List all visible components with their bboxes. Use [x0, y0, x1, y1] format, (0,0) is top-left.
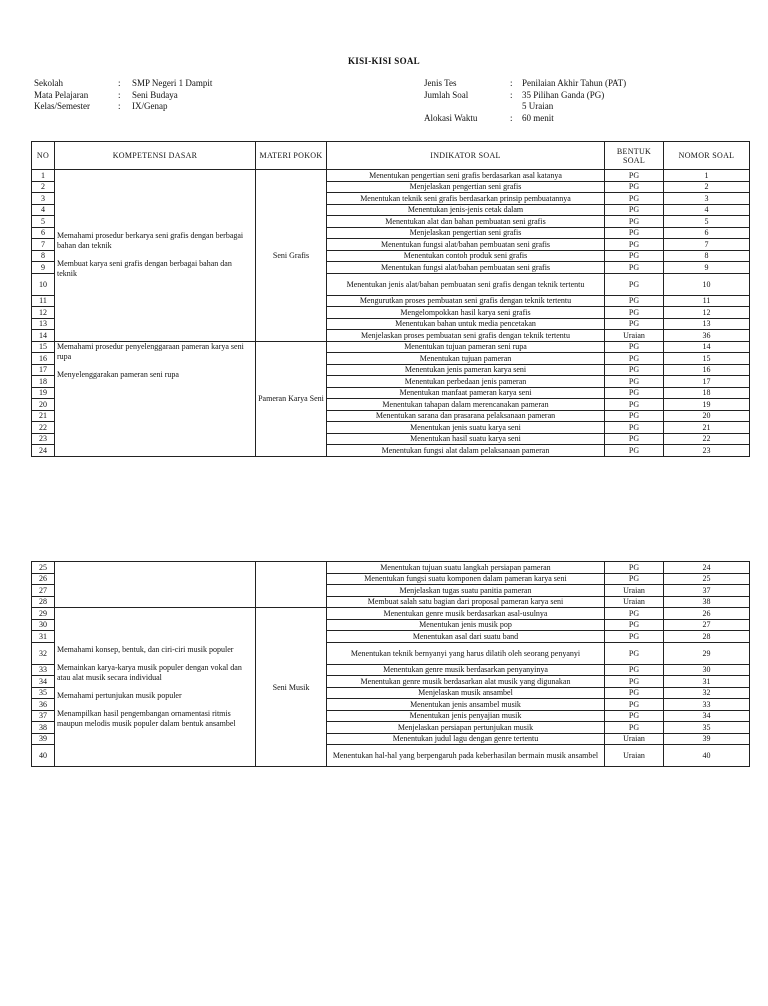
kd-item: Memainkan karya-karya musik populer dengan vokal dan atau alat musik secara individual	[57, 663, 242, 682]
cell-bentuk-soal: PG	[605, 562, 664, 574]
info-value: IX/Genap	[132, 101, 168, 111]
kd-item: Memahami prosedur berkarya seni grafis dengan berbagai bahan dan teknik	[57, 231, 244, 251]
cell-indikator-soal: Menentukan genre musik berdasarkan alat musik yang digunakan	[327, 676, 605, 688]
cell-bentuk-soal: PG	[605, 433, 664, 445]
cell-no: 36	[32, 699, 55, 711]
cell-nomor-soal: 16	[664, 364, 750, 376]
grid-table-page-2	[31, 561, 750, 767]
cell-indikator-soal: Menentukan fungsi alat dalam pelaksanaan pameran	[327, 445, 605, 457]
cell-no: 3	[32, 193, 55, 205]
info-value: Seni Budaya	[132, 89, 178, 100]
cell-no: 13	[32, 318, 55, 330]
info-value: 60 menit	[522, 112, 554, 123]
cell-indikator-soal: Membuat salah satu bagian dari proposal pameran karya seni	[327, 596, 605, 608]
cell-bentuk-soal: PG	[605, 295, 664, 307]
cell-bentuk-soal: Uraian	[605, 596, 664, 608]
cell-no: 24	[32, 445, 55, 457]
cell-nomor-soal: 2	[664, 181, 750, 193]
cell-bentuk-soal: PG	[605, 399, 664, 411]
cell-nomor-soal: 29	[664, 642, 750, 664]
cell-nomor-soal: 15	[664, 353, 750, 365]
kd-item: Menampilkan hasil pengembangan ornamentasi ritmis maupun melodis musik populer dalam bentuk ansambel	[57, 709, 236, 728]
cell-indikator-soal: Menentukan pengertian seni grafis berdasarkan asal katanya	[327, 170, 605, 182]
header-nomor-soal: NOMOR SOAL	[664, 142, 750, 170]
cell-nomor-soal: 36	[664, 330, 750, 342]
info-value: 35 Pilihan Ganda (PG)	[522, 89, 605, 100]
cell-nomor-soal: 18	[664, 387, 750, 399]
cell-no: 38	[32, 722, 55, 734]
cell-bentuk-soal: Uraian	[605, 330, 664, 342]
cell-bentuk-soal: PG	[605, 699, 664, 711]
cell-indikator-soal: Menentukan fungsi suatu komponen dalam pameran karya seni	[327, 573, 605, 585]
cell-no: 1	[32, 170, 55, 182]
cell-indikator-soal: Menentukan alat dan bahan pembuatan seni grafis	[327, 216, 605, 228]
cell-indikator-soal: Menjelaskan tugas suatu panitia pameran	[327, 585, 605, 597]
cell-nomor-soal: 34	[664, 710, 750, 722]
cell-indikator-soal: Menjelaskan musik ansambel	[327, 687, 605, 699]
cell-bentuk-soal: Uraian	[605, 733, 664, 745]
info-subject	[34, 90, 212, 102]
cell-no: 6	[32, 227, 55, 239]
cell-bentuk-soal: PG	[605, 631, 664, 643]
cell-indikator-soal: Menentukan jenis ansambel musik	[327, 699, 605, 711]
cell-no: 23	[32, 433, 55, 445]
cell-bentuk-soal: PG	[605, 619, 664, 631]
info-question-count-essay	[424, 101, 626, 113]
info-school	[34, 78, 212, 90]
cell-nomor-soal: 28	[664, 631, 750, 643]
cell-no: 37	[32, 710, 55, 722]
cell-no: 16	[32, 353, 55, 365]
info-time	[424, 113, 626, 125]
test-info	[424, 78, 626, 124]
cell-nomor-soal: 6	[664, 227, 750, 239]
cell-no: 8	[32, 250, 55, 262]
cell-bentuk-soal: PG	[605, 722, 664, 734]
cell-indikator-soal: Menjelaskan persiapan pertunjukan musik	[327, 722, 605, 734]
cell-indikator-soal: Menentukan sarana dan prasarana pelaksanaan pameran	[327, 410, 605, 422]
cell-indikator-soal: Menentukan asal dari suatu band	[327, 631, 605, 643]
kd-item: Memahami prosedur penyelenggaraan pameran karya seni rupa	[57, 341, 244, 361]
cell-indikator-soal: Menentukan genre musik berdasarkan penyanyinya	[327, 664, 605, 676]
cell-bentuk-soal: PG	[605, 387, 664, 399]
header-indikator-soal: INDIKATOR SOAL	[327, 142, 605, 170]
cell-nomor-soal: 21	[664, 422, 750, 434]
cell-no: 19	[32, 387, 55, 399]
cell-no: 4	[32, 204, 55, 216]
cell-nomor-soal: 1	[664, 170, 750, 182]
cell-nomor-soal: 12	[664, 307, 750, 319]
kd-item: Memahami konsep, bentuk, dan ciri-ciri musik populer	[57, 645, 234, 654]
cell-nomor-soal: 11	[664, 295, 750, 307]
cell-bentuk-soal: PG	[605, 573, 664, 585]
cell-nomor-soal: 13	[664, 318, 750, 330]
cell-bentuk-soal: PG	[605, 676, 664, 688]
cell-no: 28	[32, 596, 55, 608]
info-label: Sekolah	[34, 78, 63, 88]
kd-item: Menyelenggarakan pameran seni rupa	[57, 369, 179, 379]
cell-nomor-soal: 38	[664, 596, 750, 608]
cell-indikator-soal: Menentukan tujuan suatu langkah persiapan pameran	[327, 562, 605, 574]
cell-no: 20	[32, 399, 55, 411]
cell-materi-pokok: Seni Musik	[256, 608, 327, 767]
cell-bentuk-soal: PG	[605, 307, 664, 319]
info-separator: :	[510, 89, 513, 100]
info-label: Jumlah Soal	[424, 89, 469, 100]
cell-bentuk-soal: PG	[605, 227, 664, 239]
cell-bentuk-soal: PG	[605, 410, 664, 422]
cell-nomor-soal: 25	[664, 573, 750, 585]
cell-bentuk-soal: Uraian	[605, 745, 664, 767]
cell-bentuk-soal: Uraian	[605, 585, 664, 597]
cell-nomor-soal: 22	[664, 433, 750, 445]
cell-no: 18	[32, 376, 55, 388]
info-separator: :	[510, 78, 513, 88]
cell-nomor-soal: 7	[664, 239, 750, 251]
info-value: SMP Negeri 1 Dampit	[132, 78, 213, 88]
cell-no: 2	[32, 181, 55, 193]
cell-no: 39	[32, 733, 55, 745]
info-value: Penilaian Akhir Tahun (PAT)	[522, 78, 627, 88]
cell-indikator-soal: Menentukan jenis suatu karya seni	[327, 422, 605, 434]
cell-nomor-soal: 32	[664, 687, 750, 699]
cell-bentuk-soal: PG	[605, 608, 664, 620]
cell-indikator-soal: Menentukan fungsi alat/bahan pembuatan seni grafis	[327, 239, 605, 251]
cell-bentuk-soal: PG	[605, 376, 664, 388]
info-test-type	[424, 78, 626, 90]
cell-nomor-soal: 39	[664, 733, 750, 745]
cell-indikator-soal: Mengelompokkan hasil karya seni grafis	[327, 307, 605, 319]
cell-materi-pokok: Pameran Karya Seni	[256, 341, 327, 456]
cell-no: 26	[32, 573, 55, 585]
cell-nomor-soal: 4	[664, 204, 750, 216]
header-no: NO	[32, 142, 55, 170]
cell-indikator-soal: Menentukan teknik bernyanyi yang harus dilatih oleh seorang penyanyi	[327, 642, 605, 664]
cell-nomor-soal: 35	[664, 722, 750, 734]
table-row	[32, 341, 750, 353]
cell-bentuk-soal: PG	[605, 204, 664, 216]
cell-indikator-soal: Menentukan hasil suatu karya seni	[327, 433, 605, 445]
info-separator: :	[118, 101, 121, 111]
info-value: 5 Uraian	[522, 101, 554, 111]
cell-indikator-soal: Menentukan tujuan pameran	[327, 353, 605, 365]
cell-nomor-soal: 10	[664, 273, 750, 295]
cell-indikator-soal: Menjelaskan proses pembuatan seni grafis dengan teknik tertentu	[327, 330, 605, 342]
info-separator: :	[510, 112, 513, 123]
cell-bentuk-soal: PG	[605, 239, 664, 251]
cell-nomor-soal: 14	[664, 341, 750, 353]
cell-nomor-soal: 37	[664, 585, 750, 597]
cell-no: 17	[32, 364, 55, 376]
cell-bentuk-soal: PG	[605, 250, 664, 262]
cell-no: 33	[32, 664, 55, 676]
kd-item: Membuat karya seni grafis dengan berbagai bahan dan teknik	[57, 259, 232, 279]
cell-bentuk-soal: PG	[605, 422, 664, 434]
cell-nomor-soal: 23	[664, 445, 750, 457]
cell-no: 27	[32, 585, 55, 597]
cell-nomor-soal: 30	[664, 664, 750, 676]
cell-indikator-soal: Menentukan jenis musik pop	[327, 619, 605, 631]
cell-nomor-soal: 26	[664, 608, 750, 620]
cell-bentuk-soal: PG	[605, 353, 664, 365]
info-separator	[510, 101, 522, 113]
cell-no: 40	[32, 745, 55, 767]
cell-no: 10	[32, 273, 55, 295]
cell-nomor-soal: 27	[664, 619, 750, 631]
kd-item: Memahami pertunjukan musik populer	[57, 691, 182, 700]
cell-no: 22	[32, 422, 55, 434]
cell-no: 15	[32, 341, 55, 353]
cell-indikator-soal: Menentukan jenis pameran karya seni	[327, 364, 605, 376]
cell-materi-pokok	[256, 562, 327, 608]
cell-materi-pokok: Seni Grafis	[256, 170, 327, 342]
cell-indikator-soal: Menentukan jenis penyajian musik	[327, 710, 605, 722]
cell-nomor-soal: 19	[664, 399, 750, 411]
cell-indikator-soal: Menentukan jenis-jenis cetak dalam	[327, 204, 605, 216]
cell-bentuk-soal: PG	[605, 445, 664, 457]
cell-no: 29	[32, 608, 55, 620]
cell-no: 34	[32, 676, 55, 688]
info-separator: :	[118, 78, 121, 88]
cell-kompetensi-dasar	[55, 608, 256, 767]
cell-no: 14	[32, 330, 55, 342]
cell-kompetensi-dasar	[55, 341, 256, 456]
cell-nomor-soal: 8	[664, 250, 750, 262]
cell-kompetensi-dasar	[55, 562, 256, 608]
cell-indikator-soal: Menentukan contoh produk seni grafis	[327, 250, 605, 262]
cell-no: 12	[32, 307, 55, 319]
cell-indikator-soal: Menentukan teknik seni grafis berdasarkan prinsip pembuatannya	[327, 193, 605, 205]
cell-no: 5	[32, 216, 55, 228]
info-question-count	[424, 90, 626, 102]
cell-nomor-soal: 3	[664, 193, 750, 205]
cell-bentuk-soal: PG	[605, 273, 664, 295]
cell-no: 11	[32, 295, 55, 307]
cell-nomor-soal: 9	[664, 262, 750, 274]
cell-indikator-soal: Mengurutkan proses pembuatan seni grafis dengan teknik tertentu	[327, 295, 605, 307]
grid-table-page-1	[31, 141, 750, 457]
cell-bentuk-soal: PG	[605, 364, 664, 376]
cell-bentuk-soal: PG	[605, 341, 664, 353]
cell-indikator-soal: Menentukan jenis alat/bahan pembuatan seni grafis dengan teknik tertentu	[327, 273, 605, 295]
cell-indikator-soal: Menentukan genre musik berdasarkan asal-usulnya	[327, 608, 605, 620]
info-label: Jenis Tes	[424, 78, 457, 88]
table-row	[32, 170, 750, 182]
cell-no: 21	[32, 410, 55, 422]
cell-nomor-soal: 20	[664, 410, 750, 422]
info-label: Mata Pelajaran	[34, 89, 89, 100]
info-label	[424, 101, 510, 113]
cell-indikator-soal: Menentukan fungsi alat/bahan pembuatan seni grafis	[327, 262, 605, 274]
cell-bentuk-soal: PG	[605, 170, 664, 182]
document-title: KISI-KISI SOAL	[348, 56, 420, 66]
cell-bentuk-soal: PG	[605, 318, 664, 330]
cell-bentuk-soal: PG	[605, 181, 664, 193]
cell-bentuk-soal: PG	[605, 664, 664, 676]
cell-nomor-soal: 40	[664, 745, 750, 767]
cell-indikator-soal: Menentukan manfaat pameran karya seni	[327, 387, 605, 399]
cell-no: 7	[32, 239, 55, 251]
cell-bentuk-soal: PG	[605, 262, 664, 274]
cell-bentuk-soal: PG	[605, 687, 664, 699]
cell-indikator-soal: Menentukan tahapan dalam merencanakan pameran	[327, 399, 605, 411]
cell-indikator-soal: Menentukan bahan untuk media pencetakan	[327, 318, 605, 330]
cell-no: 31	[32, 631, 55, 643]
cell-indikator-soal: Menjelaskan pengertian seni grafis	[327, 227, 605, 239]
info-separator: :	[118, 89, 121, 100]
info-label: Alokasi Waktu	[424, 112, 478, 123]
table-row	[32, 608, 750, 620]
cell-no: 25	[32, 562, 55, 574]
cell-nomor-soal: 33	[664, 699, 750, 711]
cell-bentuk-soal: PG	[605, 193, 664, 205]
cell-indikator-soal: Menentukan perbedaan jenis pameran	[327, 376, 605, 388]
cell-indikator-soal: Menentukan hal-hal yang berpengaruh pada keberhasilan bermain musik ansambel	[327, 745, 605, 767]
cell-bentuk-soal: PG	[605, 216, 664, 228]
cell-no: 35	[32, 687, 55, 699]
cell-bentuk-soal: PG	[605, 710, 664, 722]
table-row	[32, 562, 750, 574]
cell-bentuk-soal: PG	[605, 642, 664, 664]
cell-nomor-soal: 31	[664, 676, 750, 688]
cell-indikator-soal: Menjelaskan pengertian seni grafis	[327, 181, 605, 193]
cell-no: 9	[32, 262, 55, 274]
cell-indikator-soal: Menentukan judul lagu dengan genre tertentu	[327, 733, 605, 745]
cell-indikator-soal: Menentukan tujuan pameran seni rupa	[327, 341, 605, 353]
header-kompetensi-dasar: KOMPETENSI DASAR	[55, 142, 256, 170]
cell-nomor-soal: 5	[664, 216, 750, 228]
info-label: Kelas/Semester	[34, 101, 90, 111]
cell-kompetensi-dasar	[55, 170, 256, 342]
header-bentuk-soal: BENTUK SOAL	[605, 142, 664, 170]
cell-nomor-soal: 17	[664, 376, 750, 388]
school-info	[34, 78, 212, 113]
cell-nomor-soal: 24	[664, 562, 750, 574]
info-class	[34, 101, 212, 113]
cell-no: 30	[32, 619, 55, 631]
header-materi-pokok: MATERI POKOK	[256, 142, 327, 170]
cell-no: 32	[32, 642, 55, 664]
